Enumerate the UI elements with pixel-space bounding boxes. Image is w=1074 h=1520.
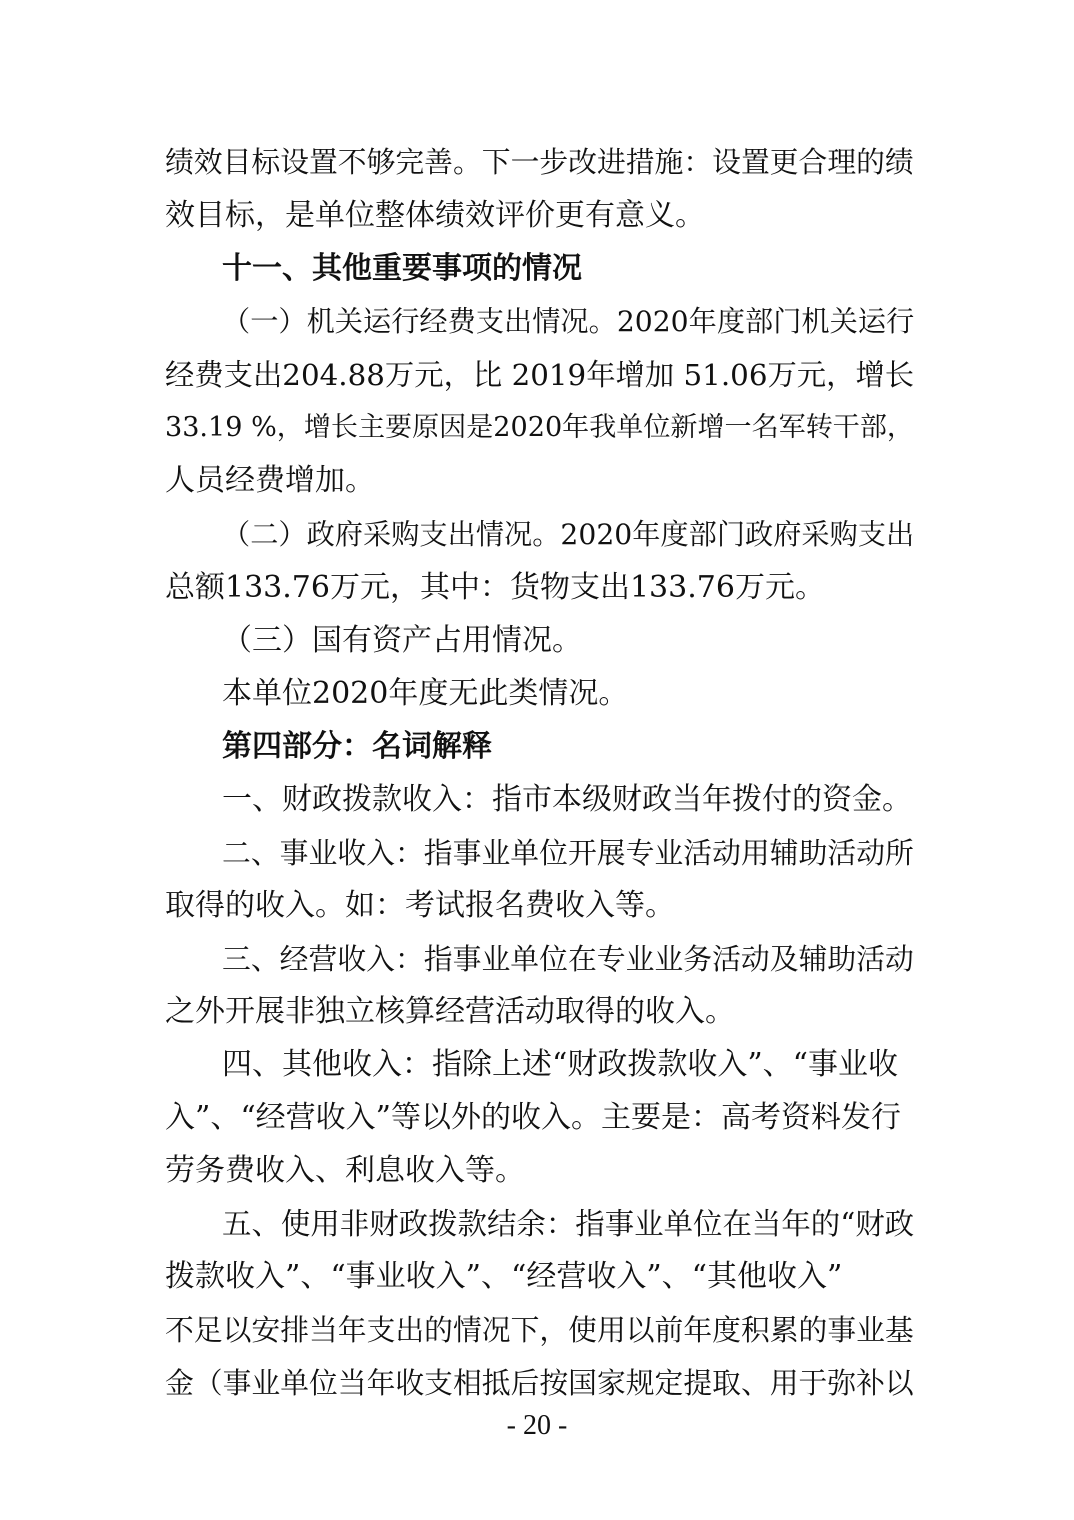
paragraph-line: 经费支出204.88万元，比 2019年增加 51.06万元，增长	[165, 358, 915, 392]
paragraph-line: 入”、“经营收入”等以外的收入。主要是：高考资料发行	[165, 1100, 902, 1135]
paragraph-line: 效目标，是单位整体绩效评价更有意义。	[165, 198, 705, 233]
paragraph-line: 二、事业收入：指事业单位开展专业活动用辅助活动所	[222, 836, 914, 870]
paragraph-line: 三、经营收入：指事业单位在专业业务活动及辅助活动	[222, 942, 914, 976]
paragraph-line: 33.19 %，增长主要原因是2020年我单位新增一名军转干部，	[165, 412, 914, 443]
paragraph-line: 金（事业单位当年收支相抵后按国家规定提取、用于弥补以	[165, 1366, 914, 1400]
page-number: - 20 -	[506, 1410, 568, 1441]
paragraph-line: 不足以安排当年支出的情况下，使用以前年度积累的事业基	[165, 1313, 914, 1347]
paragraph-line: 取得的收入。如：考试报名费收入等。	[165, 888, 675, 923]
paragraph-line: 一、财政拨款收入：指市本级财政当年拨付的资金。	[222, 782, 912, 817]
paragraph-line: 人员经费增加。	[165, 463, 375, 498]
paragraph-line: 五、使用非财政拨款结余：指事业单位在当年的“财政	[222, 1207, 915, 1241]
paragraph-line: 总额133.76万元，其中：货物支出133.76万元。	[165, 570, 825, 605]
paragraph-line: （三）国有资产占用情况。	[222, 623, 582, 658]
paragraph-line: 劳务费收入、利息收入等。	[165, 1153, 525, 1188]
paragraph-line: 拨款收入”、“事业收入”、“经营收入”、“其他收入”	[165, 1259, 843, 1294]
paragraph-line: 绩效目标设置不够完善。下一步改进措施：设置更合理的绩	[165, 145, 914, 179]
paragraph-line: 之外开展非独立核算经营活动取得的收入。	[165, 994, 735, 1029]
paragraph-line: 四、其他收入：指除上述“财政拨款收入”、“事业收	[222, 1047, 899, 1082]
part-heading: 第四部分：名词解释	[222, 729, 492, 764]
section-heading: 十一、其他重要事项的情况	[222, 251, 582, 286]
paragraph-line: （二）政府采购支出情况。2020年度部门政府采购支出	[222, 518, 915, 551]
paragraph-line: 本单位2020年度无此类情况。	[222, 676, 629, 711]
paragraph-line: （一）机关运行经费支出情况。2020年度部门机关运行	[222, 305, 915, 338]
